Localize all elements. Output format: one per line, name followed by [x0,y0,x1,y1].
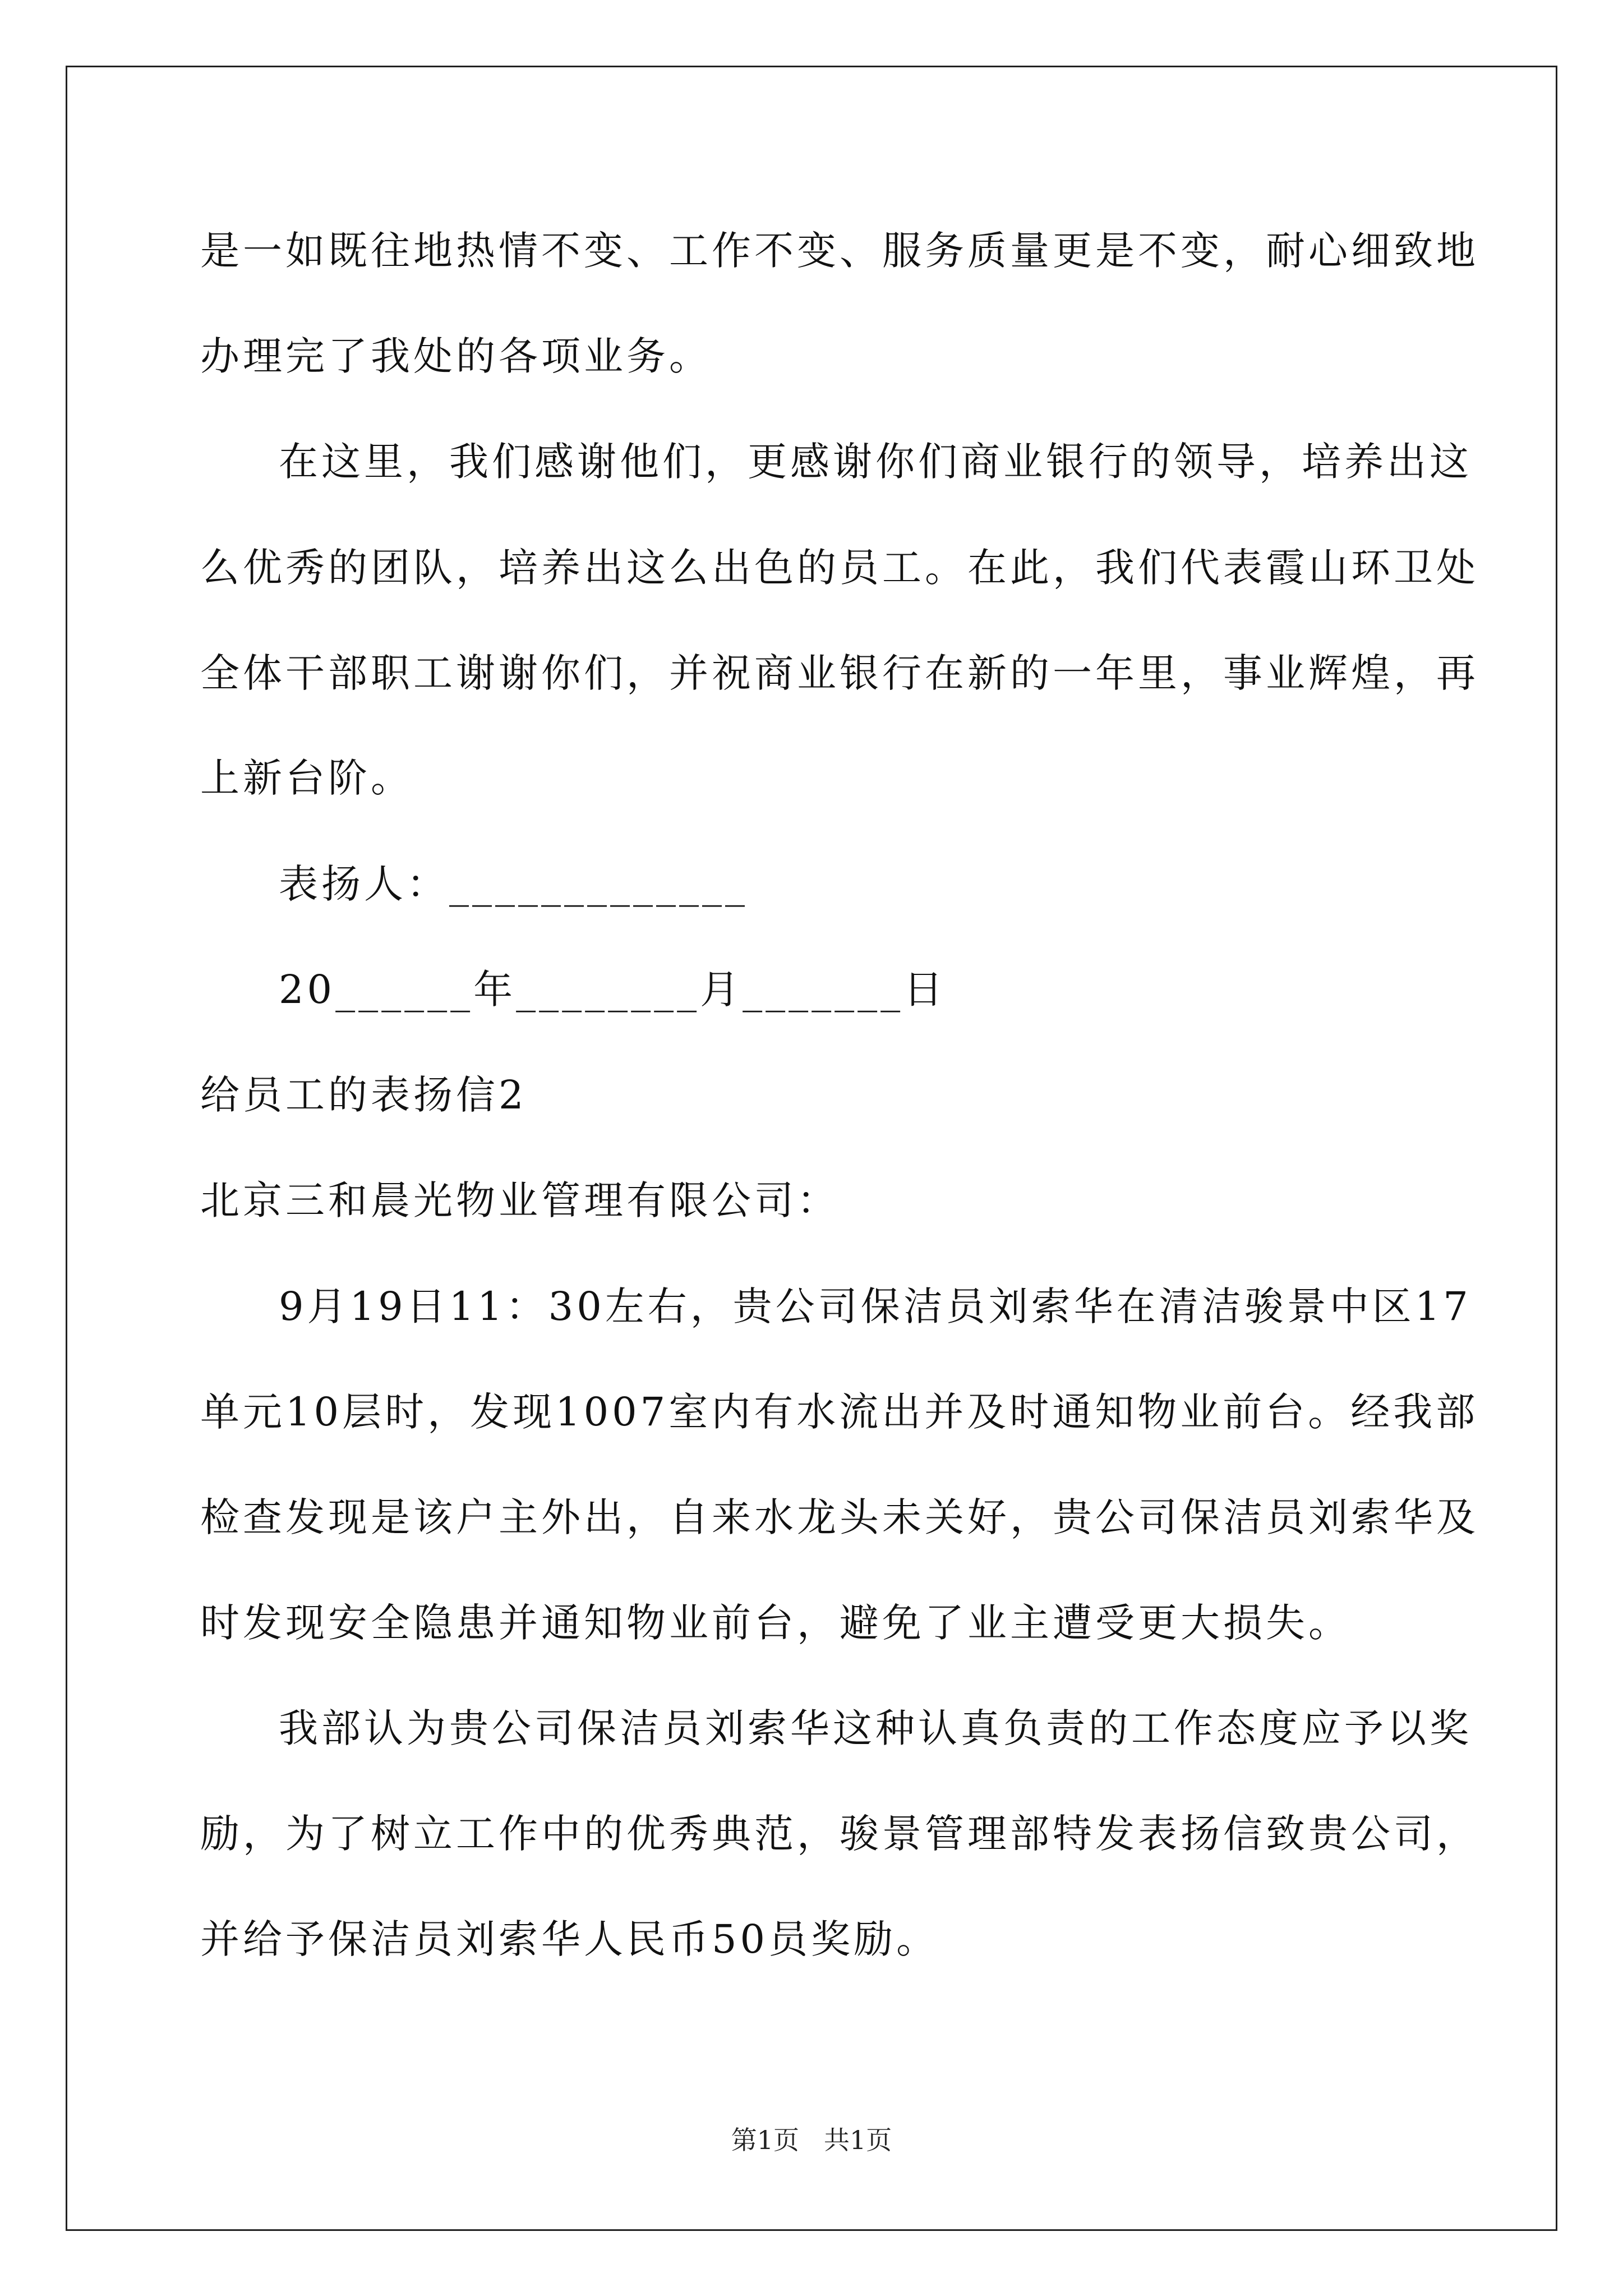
page-border [66,66,1557,2231]
body-line-17: 并给予保洁员刘索华人民币50员奖励。 [200,1916,939,1962]
body-line-13: 检查发现是该户主外出，自来水龙头未关好，贵公司保洁员刘索华及 [200,1494,1479,1540]
body-line-14: 时发现安全隐患并通知物业前台，避免了业主遭受更大损失。 [200,1600,1351,1646]
body-line-2: 办理完了我处的各项业务。 [200,333,712,379]
signature-line: 表扬人：_____________ [279,861,748,907]
body-line-4: 么优秀的团队，培养出这么出色的员工。在此，我们代表霞山环卫处 [200,545,1479,591]
body-line-12: 单元10层时，发现1007室内有水流出并及时通知物业前台。经我部 [200,1389,1479,1435]
body-line-15: 我部认为贵公司保洁员刘索华这种认真负责的工作态度应予以奖 [279,1705,1472,1751]
body-line-6: 上新台阶。 [200,755,413,801]
page-footer [0,2123,1623,2157]
page-number: 第1页 [731,2125,799,2155]
recipient-line: 北京三和晨光物业管理有限公司： [200,1177,840,1223]
body-line-16: 励，为了树立工作中的优秀典范，骏景管理部特发表扬信致贵公司， [200,1811,1479,1857]
body-line-5: 全体干部职工谢谢你们，并祝商业银行在新的一年里，事业辉煌，再 [200,650,1479,696]
date-line: 20______年________月_______日 [279,967,947,1013]
body-line-3: 在这里，我们感谢他们，更感谢你们商业银行的领导，培养出这 [279,439,1472,485]
body-line-1: 是一如既往地热情不变、工作不变、服务质量更是不变，耐心细致地 [200,228,1479,274]
page-total: 共1页 [824,2125,892,2155]
section-title: 给员工的表扬信2 [200,1072,527,1118]
body-line-11: 9月19日11：30左右，贵公司保洁员刘索华在清洁骏景中区17 [279,1283,1472,1329]
